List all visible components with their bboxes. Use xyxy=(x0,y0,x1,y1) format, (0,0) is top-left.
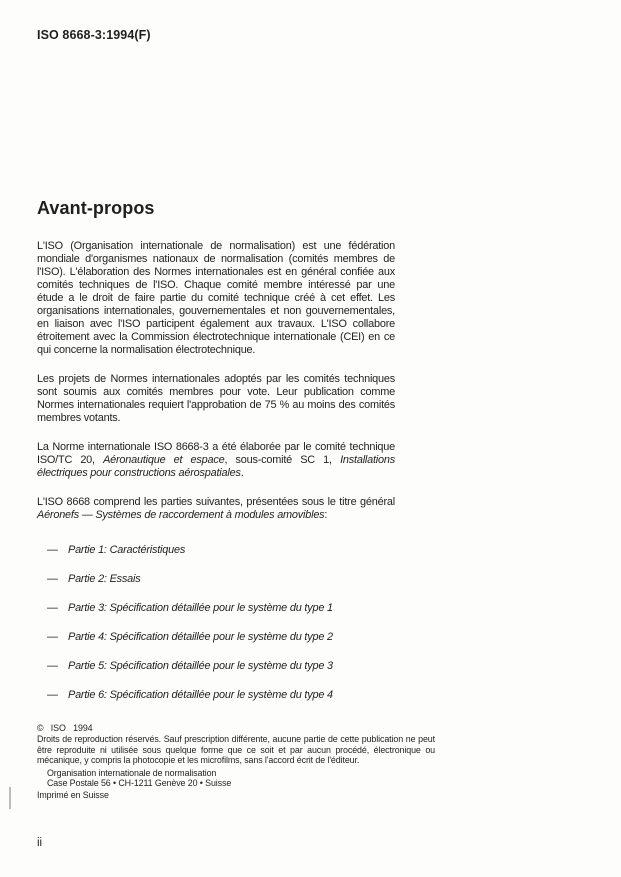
paragraph-draft-approval: Les projets de Normes internationales adoptés par les comités techniques sont soumis aux comités membres pour vote. Leur publication comme Normes internationales requiert l'approbation de 75 % au moins des comités membres votants. xyxy=(37,373,395,424)
page-title: Avant-propos xyxy=(37,198,155,218)
paragraph-series-intro xyxy=(37,496,395,522)
list-item-part-3 xyxy=(37,602,395,615)
printed-in-note: Imprimé en Suisse xyxy=(37,789,109,800)
text-segment: , sous-comité SC 1, xyxy=(224,454,341,466)
page-number: ii xyxy=(37,837,43,849)
series-title-italic: Aéronefs — Systèmes de raccordement à modules amovibles xyxy=(37,509,325,521)
dash-bullet: — xyxy=(47,573,58,585)
dash-bullet: — xyxy=(47,689,58,701)
text-segment: . xyxy=(240,467,244,479)
list-item-part-4 xyxy=(37,631,395,644)
committee-title-italic: Aéronautique et espace xyxy=(103,454,225,466)
list-item-part-2 xyxy=(37,573,395,586)
document-reference: ISO 8668-3:1994(F) xyxy=(37,28,151,42)
paragraph-iso-description: L'ISO (Organisation internationale de normalisation) est une fédération mondiale d'organismes nationaux de normalisation (comités membres de l'ISO). L'élaboration des Normes internationales est en général confiée aux comités techniques de l'ISO. Chaque comité membre intéressé par une étude a le droit de faire partie du comité technique créé à cet effet. Les organisations internationales, gouvernementales et non gouvernementales, en liaison avec l'ISO participent également aux travaux. L'ISO collabore étroitement avec la Commission électrotechnique internationale (CEI) en ce qui concerne la normalisation électrotechnique. xyxy=(37,240,395,356)
text-segment: La Norme internationale ISO 8668-3 a été élaborée par le comité technique ISO/TC 20, xyxy=(37,441,395,466)
list-item-text: Partie 5: Spécification détaillée pour le système du type 3 xyxy=(68,660,333,672)
dash-bullet: — xyxy=(47,631,58,643)
copyright-line: © ISO 1994 xyxy=(37,723,93,733)
publisher-address: Case Postale 56 • CH-1211 Genève 20 • Suisse xyxy=(47,778,232,789)
text-segment: L'ISO 8668 comprend les parties suivantes, présentées sous le titre général xyxy=(37,496,395,508)
paragraph-committee xyxy=(37,441,395,480)
list-item-text: Partie 3: Spécification détaillée pour le système du type 1 xyxy=(68,602,333,614)
copyright-footer xyxy=(37,723,435,800)
dash-bullet: — xyxy=(47,602,58,614)
rights-text: Droits de reproduction réservés. Sauf prescription différente, aucune partie de cette publication ne peut être reproduite ni utilisée sous quelque forme que ce soit et par aucun procédé, électronique ou mécanique, y compris la photocopie et les microfilms, sans l'accord écrit de l'éditeur. xyxy=(37,734,435,765)
list-item-text: Partie 2: Essais xyxy=(68,573,141,585)
list-item-part-6 xyxy=(37,689,395,702)
publisher-block xyxy=(37,768,435,789)
text-segment: : xyxy=(324,509,328,521)
foreword-body xyxy=(37,240,395,718)
parts-list xyxy=(37,544,395,702)
list-item-text: Partie 6: Spécification détaillée pour le système du type 4 xyxy=(68,689,333,701)
subcommittee-title-italic: Installations électriques pour constructions aérospatiales xyxy=(37,454,395,479)
list-item-part-1 xyxy=(37,544,395,557)
dash-bullet: — xyxy=(47,544,58,556)
publisher-name: Organisation internationale de normalisation xyxy=(47,768,217,779)
list-item-part-5 xyxy=(37,660,395,673)
dash-bullet: — xyxy=(47,660,58,672)
list-item-text: Partie 4: Spécification détaillée pour le système du type 2 xyxy=(68,631,333,643)
scan-artifact xyxy=(9,787,11,809)
list-item-text: Partie 1: Caractéristiques xyxy=(68,544,186,556)
